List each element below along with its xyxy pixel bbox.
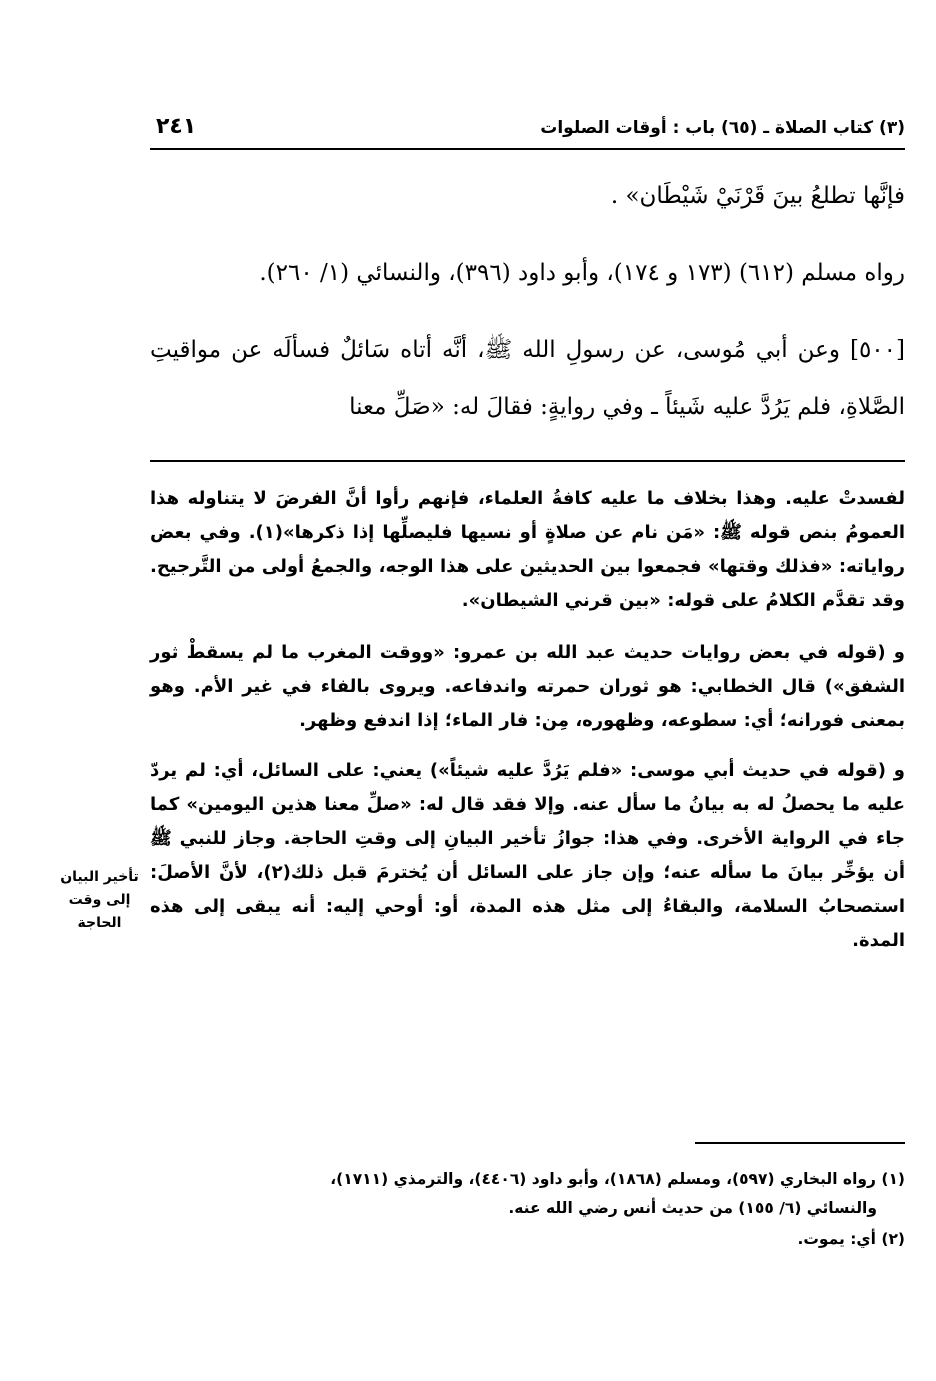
hadith-text (150, 168, 905, 436)
page-header (150, 108, 905, 150)
footnote-1: (١) رواه البخاري (٥٩٧)، ومسلم (١٨٦٨)، وأبو داود (٤٤٠٦)، والترمذي (١٧١١)، (330, 1170, 905, 1188)
footnote-rule (695, 1142, 905, 1144)
running-title: (٣) كتاب الصلاة ـ (٦٥) باب : أوقات الصلوات (540, 118, 905, 138)
footnote-2: (٢) أي: يموت. (797, 1230, 905, 1248)
separator-rule (150, 460, 905, 462)
hadith-continuation: فإنَّها تطلعُ بينَ قَرْنَيْ شَيْطَان» . (610, 183, 905, 209)
footnote-1-continuation: والنسائي (٦/ ١٥٥) من حديث أنس رضي الله عنه. (508, 1199, 877, 1217)
commentary-paragraph: و (قوله في حديث أبي موسى: «فلم يَرُدَّ عليه شيئاً») يعني: على السائل، أي: لم يردّ عليه ما يحصلُ له به بيانُ ما سأل عنه. وإلا فقد قال له: «صلِّ معنا هذين اليومين» كما جاء في الرواية الأخرى. وفي هذا: جوازُ تأخير البيانِ إلى وقتِ الحاجة. وجاز للنبي ﷺ أن يؤخِّر بيانَ ما سأله عنه؛ وإن جاز على السائل أن يُخترمَ قبل ذلك(٢)، لأنَّ الأصلَ: استصحابُ السلامة، والبقاءُ إلى مثل هذه المدة، أو: أوحي إليه: أنه يبقى إلى هذه المدة. (150, 760, 905, 951)
commentary-paragraph: لفسدتْ عليه. وهذا بخلاف ما عليه كافةُ العلماء، فإنهم رأوا أنَّ الفرضَ لا يتناوله هذا العمومُ بنص قوله ﷺ: «مَن نام عن صلاةٍ أو نسيها فليصلِّها إذا ذكرها»(١). وفي بعض رواياته: «فذلك وقتها» فجمعوا بين الحديثين على هذا الوجه، والجمعُ أولى من التَّرجيح. وقد تقدَّم الكلامُ على قوله: «بين قرني الشيطان». (150, 488, 906, 611)
commentary (150, 482, 905, 974)
footnotes (150, 1165, 905, 1254)
hadith-500: [٥٠٠] وعن أبي مُوسى، عن رسولِ الله ﷺ، أنَّه أتاه سَائلٌ فسألَه عن مواقيتِ الصَّلاةِ، فلم يَرُدَّ عليه شَيئاً ـ وفي روايةٍ: فقالَ له: «صَلِّ معنا (150, 337, 905, 420)
hadith-source: رواه مسلم (٦١٢) (١٧٣ و ١٧٤)، وأبو داود (٣٩٦)، والنسائي (١/ ٢٦٠). (259, 260, 905, 286)
page-number: ٢٤١ (156, 114, 197, 139)
commentary-paragraph: و (قوله في بعض روايات حديث عبد الله بن عمرو: «ووقت المغرب ما لم يسقطْ ثور الشفق») قال الخطابي: هو ثوران حمرته واندفاعه. ويروى بالفاء في غير الأم. وهو بمعنى فورانه؛ أي: سطوعه، وظهوره، مِن: فار الماء؛ إذا اندفع وظهر. (150, 642, 905, 731)
margin-note: تأخير البيان إلى وقت الحاجة (60, 869, 139, 931)
